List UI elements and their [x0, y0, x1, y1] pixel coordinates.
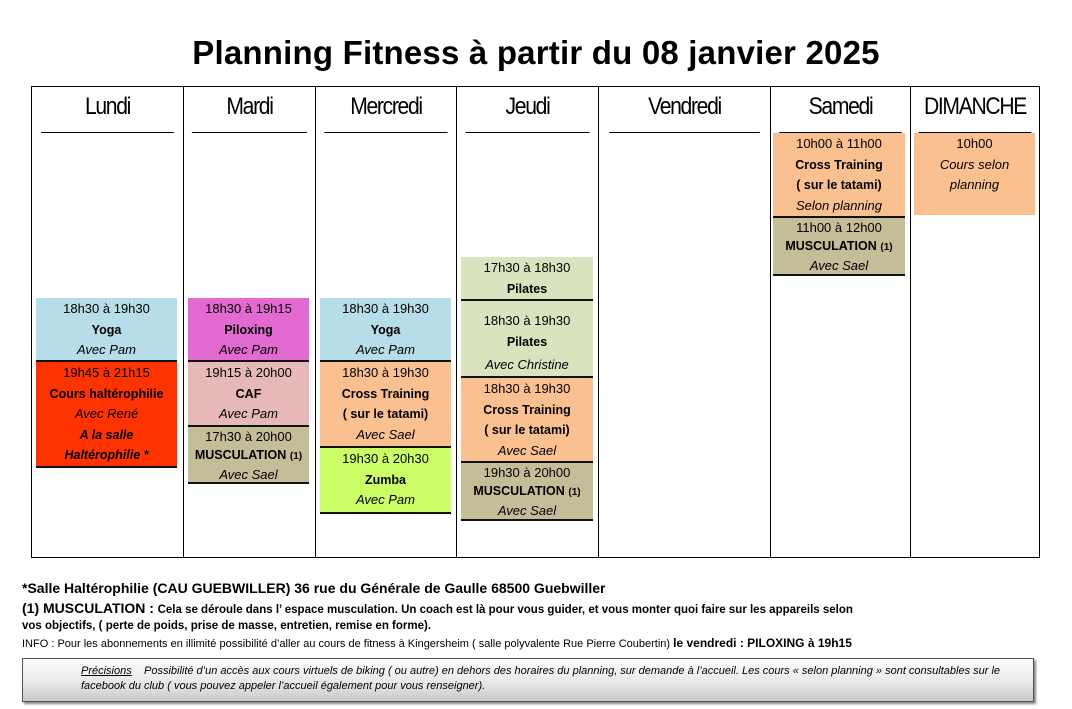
- note-info: INFO : Pour les abonnements en illimité possibilité d’aller au cours de fitness à Kingersheim ( salle polyvalente Rue Pierre Coubertin) le vendredi : PILOXING à 19h15: [22, 636, 852, 650]
- note-salle: *Salle Haltérophilie (CAU GUEBWILLER) 36 rue du Générale de Gaulle 68500 Guebwiller: [22, 580, 606, 596]
- session-musculation: 19h30 à 20h00 MUSCULATION (1) Avec Sael: [461, 463, 593, 521]
- session-cross-training: 18h30 à 19h30 Cross Training ( sur le tatami) Avec Sael: [461, 378, 593, 463]
- session-yoga: 18h30 à 19h30 Yoga Avec Pam: [36, 298, 177, 362]
- footer-precisions: Précisions Possibilité d’un accès aux cours virtuels de biking ( ou autre) en dehors des horaires du planning, sur demande à l’accueil. Les cours « selon planning » sont consultables sur le facebook du club ( vous pouvez appeler l’accueil également pour vous renseigner).: [22, 658, 1034, 702]
- session-halterophilie: 19h45 à 21h15 Cours haltérophilie Avec René A la salle Haltérophilie *: [36, 362, 177, 468]
- note-musculation: (1) MUSCULATION : Cela se déroule dans l’ espace musculation. Un coach est là pour vous guider, et vous monter quoi faire sur les appareils selon: [22, 600, 853, 616]
- session-musculation: 11h00 à 12h00 MUSCULATION (1) Avec Sael: [773, 218, 905, 276]
- day-header: Samedi: [779, 87, 901, 133]
- day-header: Mardi: [192, 87, 307, 133]
- day-header: Vendredi: [609, 87, 759, 133]
- session-pilates: 17h30 à 18h30 Pilates: [461, 257, 593, 301]
- session-dimanche: 10h00 Cours selon planning: [914, 133, 1035, 215]
- day-header: DIMANCHE: [919, 87, 1032, 133]
- column-vendredi: [598, 87, 770, 557]
- session-cross-training: 18h30 à 19h30 Cross Training ( sur le tatami) Avec Sael: [320, 362, 451, 448]
- note-musculation-2: vos objectifs, ( perte de poids, prise de masse, entretien, remise en forme).: [22, 620, 432, 632]
- session-pilates: 18h30 à 19h30 Pilates Avec Christine: [461, 301, 593, 378]
- page-title: Planning Fitness à partir du 08 janvier 2025: [192, 34, 880, 71]
- day-header: Mercredi: [324, 87, 447, 133]
- day-header: Jeudi: [465, 87, 589, 133]
- session-musculation: 17h30 à 20h00 MUSCULATION (1) Avec Sael: [188, 427, 309, 484]
- session-yoga: 18h30 à 19h30 Yoga Avec Pam: [320, 298, 451, 362]
- session-cross-training: 10h00 à 11h00 Cross Training ( sur le tatami) Selon planning: [773, 133, 905, 218]
- day-header: Lundi: [41, 87, 174, 133]
- session-piloxing: 18h30 à 19h15 Piloxing Avec Pam: [188, 298, 309, 362]
- session-zumba: 19h30 à 20h30 Zumba Avec Pam: [320, 448, 451, 514]
- session-caf: 19h15 à 20h00 CAF Avec Pam: [188, 362, 309, 427]
